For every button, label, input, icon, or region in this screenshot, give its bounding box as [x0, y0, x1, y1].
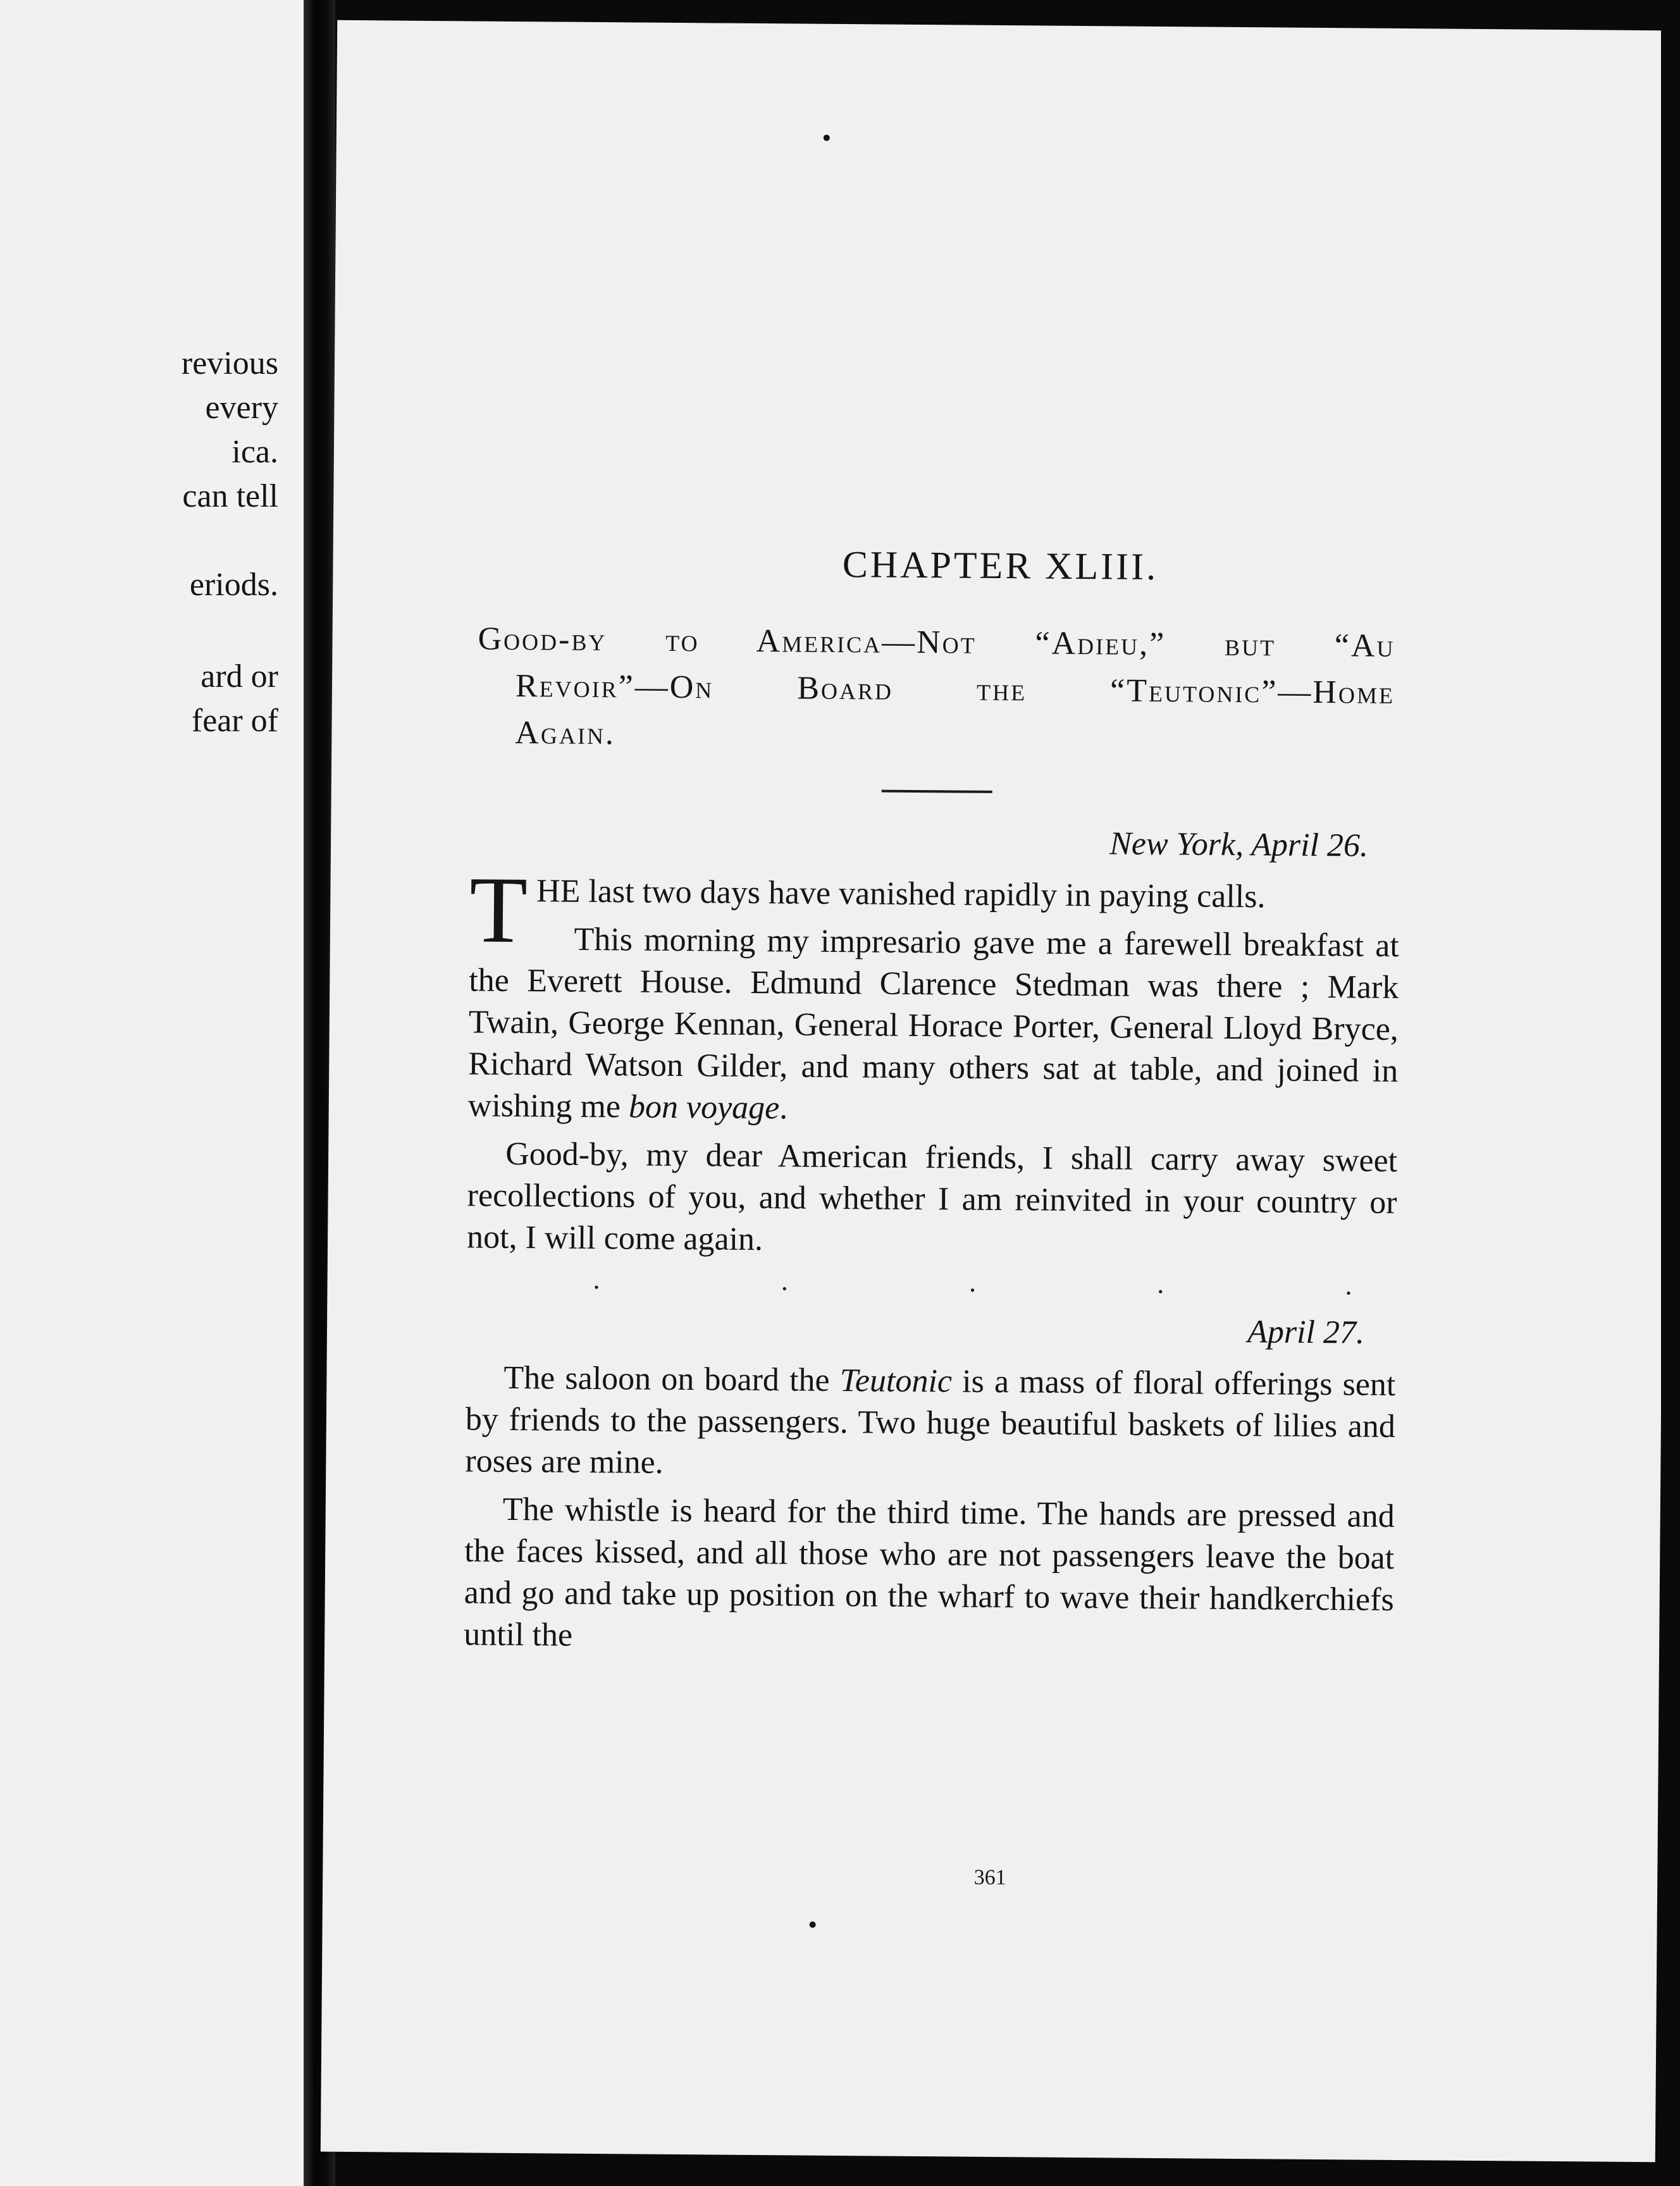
- ink-speck: [824, 135, 830, 141]
- dateline: April 27.: [1247, 1314, 1365, 1351]
- paragraph: [467, 1133, 1398, 1266]
- book-page: [321, 20, 1672, 2162]
- left-fragment: revious: [181, 345, 278, 381]
- drop-cap: T: [469, 857, 528, 963]
- chapter-title: CHAPTER XLIII.: [842, 543, 1159, 588]
- separator-dot: .: [1157, 1268, 1164, 1300]
- paragraph-text: The whistle is heard for the third time. The hands are pressed and the faces kissed, and all those who are not passengers leave the boat and go and take up position on the wharf to wave their handkerchiefs until the: [464, 1491, 1395, 1653]
- ink-speck: [810, 1922, 816, 1928]
- left-fragment: ica.: [232, 434, 278, 470]
- paragraph-text: Good-by, my dear American friends, I shall carry away sweet recollections of you, and whether I am reinvited in your country or not, I will come again.: [466, 1135, 1398, 1258]
- paragraph-text: .: [779, 1090, 788, 1127]
- chapter-summary-line: Again.: [515, 715, 616, 752]
- chapter-summary-line: Good-by to America—Not “Adieu,” but “Au: [478, 621, 1395, 664]
- paragraph: [465, 1357, 1396, 1490]
- separator-dot: .: [781, 1265, 789, 1297]
- italic-phrase: Teutonic: [839, 1362, 953, 1400]
- scan-right-edge: [1661, 0, 1680, 2186]
- paragraph: [468, 918, 1400, 1134]
- left-fragment: fear of: [191, 703, 278, 739]
- separator-dot: .: [593, 1264, 600, 1295]
- left-fragment: can tell: [182, 478, 278, 514]
- italic-phrase: bon voyage: [628, 1089, 780, 1127]
- body-text: [464, 818, 1400, 1669]
- paragraph: [469, 857, 1399, 963]
- dateline: New York, April 26.: [1109, 825, 1369, 864]
- separator-dot: .: [1345, 1269, 1352, 1301]
- left-fragment: every: [205, 390, 278, 426]
- left-facing-page: [0, 0, 304, 2186]
- left-fragment: ard or: [201, 658, 278, 695]
- page-number: 361: [973, 1865, 1006, 1890]
- paragraph: [464, 1488, 1395, 1663]
- chapter-summary-line: Revoir”—On Board the “Teutonic”—Home: [515, 668, 1395, 711]
- separator-dot: .: [968, 1266, 977, 1298]
- title-rule: [882, 790, 992, 793]
- paragraph-text: HE last two days have vanished rapidly in paying calls.: [536, 873, 1266, 915]
- left-fragment: eriods.: [189, 567, 278, 603]
- paragraph-text: This morning my impresario gave me a farewell breakfast at the Everett House. Edmund Clarence Stedman was there ; Mark Twain, George Kennan, General Horace Porter, General Lloyd Bryce, Richard Watson Gilder, and many others sat at table, and joined in wishing me: [467, 921, 1400, 1125]
- section-separator: [466, 1264, 1396, 1300]
- paragraph-text: is a mass of floral offerings sent by friends to the passengers. Two huge beautiful baskets of lilies and roses are mine.: [465, 1363, 1396, 1481]
- chapter-summary: [477, 616, 1395, 763]
- paragraph-text: The saloon on board the: [503, 1359, 841, 1399]
